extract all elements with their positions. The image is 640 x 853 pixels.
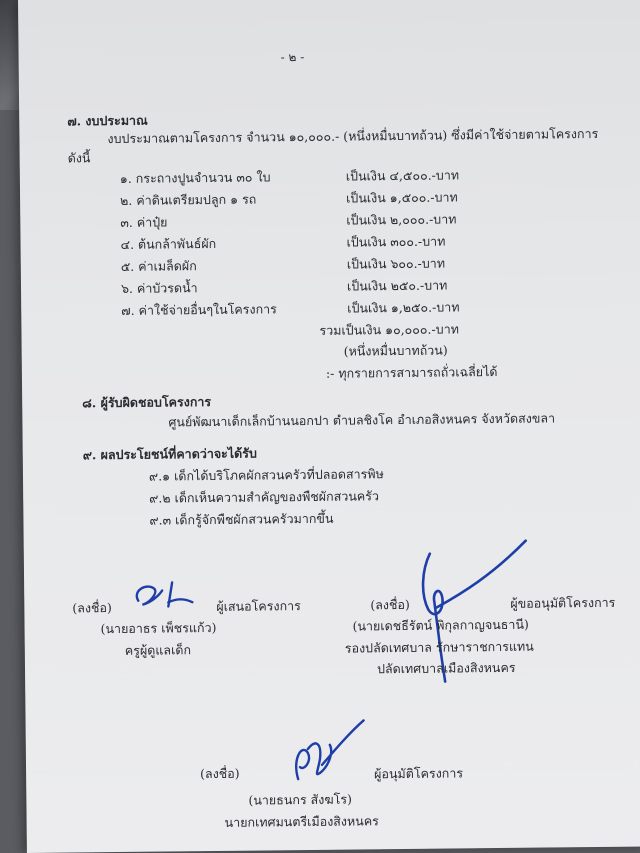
proposer-sign-prefix: (ลงชื่อ)	[72, 600, 112, 616]
budget-intro-line1: งบประมาณตามโครงการ จำนวน ๑๐,๐๐๐.- (หนึ่งหมื่นบาทถ้วน) ซึ่งมีค่าใช้จ่ายตามโครงการ	[107, 125, 599, 147]
approver-position: นายกเทศมนตรีเมืองสิงหนคร	[224, 813, 379, 830]
budget-item-label: ๑. กระถางปูนจำนวน ๓๐ ใบ	[119, 169, 271, 186]
budget-item-amount: เป็นเงิน ๒,๐๐๐.-บาท	[346, 211, 457, 228]
budget-note: :- ทุกรายการสามารถถั่วเฉลี่ยได้	[325, 364, 498, 381]
benefit-item: ๙.๒ เด็กเห็นความสำคัญของพืชผักสวนครัว	[149, 488, 380, 506]
requester-name: (นายเดชธีรัตน์ พิกุลกาญจนธานี)	[352, 616, 529, 634]
proposer-name: (นายอาธร เพ็ชรแก้ว)	[100, 619, 217, 637]
benefits-heading: ๙. ผลประโยชน์ที่คาดว่าจะได้รับ	[82, 445, 257, 463]
budget-item-label: ๓. ค่าปุ๋ย	[120, 214, 168, 230]
page-number: - ๒ -	[280, 50, 305, 65]
budget-item-label: ๖. ค่าบัวรดน้ำ	[120, 280, 198, 296]
budget-item-amount: เป็นเงิน ๖๐๐.-บาท	[346, 255, 446, 272]
approver-signature	[278, 718, 369, 785]
budget-item-amount: เป็นเงิน ๓๐๐.-บาท	[346, 233, 446, 250]
budget-item-label: ๔. ต้นกล้าพันธ์ผัก	[120, 235, 217, 252]
budget-item-amount: เป็นเงิน ๑,๒๕๐.-บาท	[347, 299, 460, 316]
budget-item-label: ๕. ค่าเมล็ดผัก	[120, 258, 197, 274]
budget-item-amount: เป็นเงิน ๒๕๐.-บาท	[346, 277, 448, 294]
budget-item-label: ๗. ค่าใช้จ่ายอื่นๆในโครงการ	[121, 301, 277, 318]
budget-intro-line2: ดังนี้	[67, 150, 91, 166]
requester-position-1: รองปลัดเทศบาล รักษาราชการแทน	[344, 638, 534, 656]
benefit-item: ๙.๓ เด็กรู้จักพืชผักสวนครัวมากขึ้น	[149, 510, 334, 528]
proposer-signature	[128, 576, 208, 617]
proposer-position: ครูผู้ดูแลเด็ก	[124, 642, 192, 658]
benefit-item: ๙.๑ เด็กได้บริโภคผักสวนครัวที่ปลอดสารพิษ	[148, 466, 384, 484]
budget-item-amount: เป็นเงิน ๔,๕๐๐.-บาท	[345, 167, 460, 184]
proposer-role: ผู้เสนอโครงการ	[216, 598, 301, 614]
budget-item-label: ๒. ค่าดินเตรียมปลูก ๑ รถ	[120, 191, 257, 208]
responsible-text: ศูนย์พัฒนาเด็กเล็กบ้านนอกปา ตำบลชิงโค อำเภอสิงหนคร จังหวัดสงขลา	[168, 410, 556, 430]
requester-position-2: ปลัดเทศบาลเมืองสิงหนคร	[376, 659, 516, 677]
budget-total: รวมเป็นเงิน ๑๐,๐๐๐.-บาท	[319, 321, 459, 338]
budget-total-words: (หนึ่งหมื่นบาทถ้วน)	[343, 342, 448, 359]
requester-sign-prefix: (ลงชื่อ)	[370, 596, 410, 613]
document-page	[18, 0, 640, 853]
budget-item-amount: เป็นเงิน ๑,๕๐๐.-บาท	[346, 189, 458, 206]
approver-role: ผู้อนุมัติโครงการ	[374, 765, 464, 782]
budget-heading: ๗. งบประมาณ	[67, 112, 148, 129]
responsible-heading: ๘. ผู้รับผิดชอบโครงการ	[82, 394, 212, 411]
approver-sign-prefix: (ลงชื่อ)	[200, 765, 240, 782]
requester-role: ผู้ขออนุมัติโครงการ	[510, 594, 616, 611]
approver-name: (นายธนกร สังฆโร)	[248, 791, 352, 808]
